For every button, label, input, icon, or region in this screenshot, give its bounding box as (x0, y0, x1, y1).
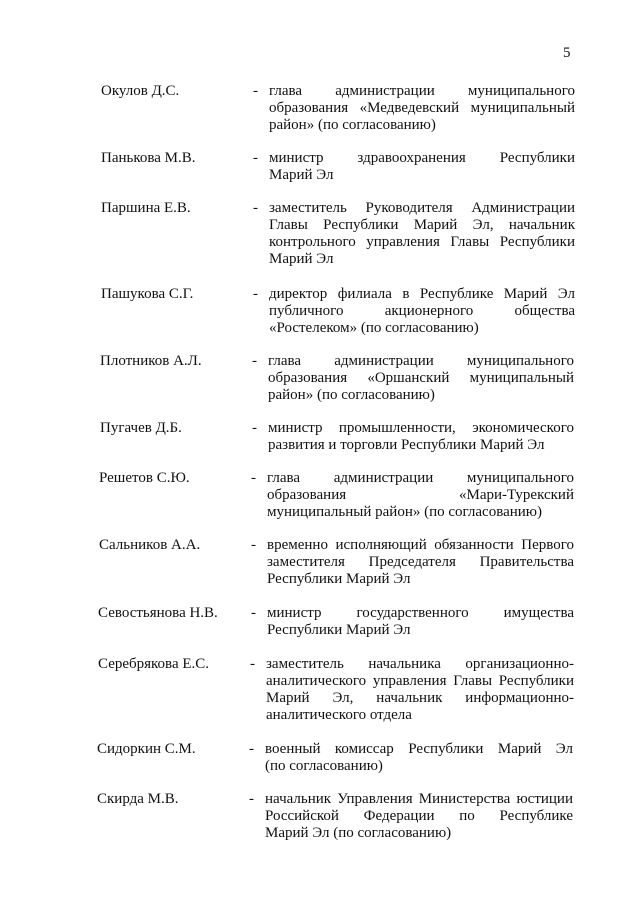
separator-dash: - (251, 470, 256, 486)
description-line: временно исполняющий обязанности Первого (267, 537, 574, 553)
description-line: глава администрации муниципального (269, 83, 575, 99)
position-description (267, 470, 574, 521)
description-line: заместителя Председателя Правительства (267, 554, 574, 570)
separator-dash: - (250, 656, 255, 672)
description-line: Марий Эл, начальник информационно- (266, 690, 574, 706)
position-description (269, 200, 575, 268)
person-name: Пугачев Д.Б. (100, 420, 182, 436)
person-name: Панькова М.В. (101, 150, 196, 166)
description-line: образования «Медведевский муниципальный (269, 100, 575, 116)
position-description (265, 791, 573, 842)
person-name: Сальников А.А. (99, 537, 201, 553)
description-line: развития и торговли Республики Марий Эл (268, 437, 545, 453)
description-line: район» (по согласованию) (269, 117, 436, 133)
page-number: 5 (563, 45, 571, 61)
position-description (268, 353, 574, 404)
description-line: Марий Эл (269, 251, 334, 267)
description-line: «Ростелеком» (по согласованию) (269, 320, 479, 336)
description-line: глава администрации муниципального (267, 470, 574, 486)
description-line: (по согласованию) (265, 758, 383, 774)
person-name: Решетов С.Ю. (99, 470, 190, 486)
description-line: Республики Марий Эл (267, 622, 411, 638)
description-line: образования «Оршанский муниципальный (268, 370, 574, 386)
separator-dash: - (249, 741, 254, 757)
person-name: Паршина Е.В. (101, 200, 191, 216)
description-line: заместитель начальника организационно- (266, 656, 574, 672)
separator-dash: - (253, 150, 258, 166)
person-name: Серебрякова Е.С. (98, 656, 210, 672)
position-description (269, 286, 575, 337)
separator-dash: - (253, 286, 258, 302)
description-line: аналитического управления Главы Республики (266, 673, 574, 689)
person-name: Скирда М.В. (97, 791, 179, 807)
separator-dash: - (249, 791, 254, 807)
description-line: глава администрации муниципального (268, 353, 574, 369)
description-line: муниципальный район» (по согласованию) (267, 504, 543, 520)
person-name: Плотников А.Л. (100, 353, 202, 369)
person-name: Пашукова С.Г. (101, 286, 194, 302)
separator-dash: - (252, 353, 257, 369)
description-line: министр промышленности, экономического (268, 420, 574, 436)
separator-dash: - (253, 200, 258, 216)
description-line: район» (по согласованию) (268, 387, 435, 403)
description-line: директор филиала в Республике Марий Эл (269, 286, 575, 302)
description-line: Марий Эл (269, 167, 334, 183)
description-line: министр здравоохранения Республики (269, 150, 575, 166)
position-description (269, 83, 575, 134)
description-line: публичного акционерного общества (269, 303, 575, 319)
separator-dash: - (251, 537, 256, 553)
position-description (267, 605, 574, 639)
position-description (266, 656, 574, 724)
description-line: начальник Управления Министерства юстиции (265, 791, 573, 807)
separator-dash: - (252, 420, 257, 436)
description-line: Республики Марий Эл (267, 571, 411, 587)
description-line: образования «Мари-Турекский (267, 487, 574, 503)
description-line: заместитель Руководителя Администрации (269, 200, 575, 216)
description-line: контрольного управления Главы Республики (269, 234, 575, 250)
person-name: Сидоркин С.М. (97, 741, 196, 757)
description-line: министр государственного имущества (267, 605, 574, 621)
separator-dash: - (253, 83, 258, 99)
description-line: Российской Федерации по Республике (265, 808, 573, 824)
description-line: Главы Республики Марий Эл, начальник (269, 217, 575, 233)
separator-dash: - (251, 605, 256, 621)
description-line: аналитического отдела (266, 707, 412, 723)
position-description (269, 150, 575, 184)
person-name: Севостьянова Н.В. (98, 605, 218, 621)
description-line: военный комиссар Республики Марий Эл (265, 741, 573, 757)
description-line: Марий Эл (по согласованию) (265, 825, 452, 841)
position-description (267, 537, 574, 588)
position-description (265, 741, 573, 775)
person-name: Окулов Д.С. (101, 83, 180, 99)
position-description (268, 420, 574, 454)
